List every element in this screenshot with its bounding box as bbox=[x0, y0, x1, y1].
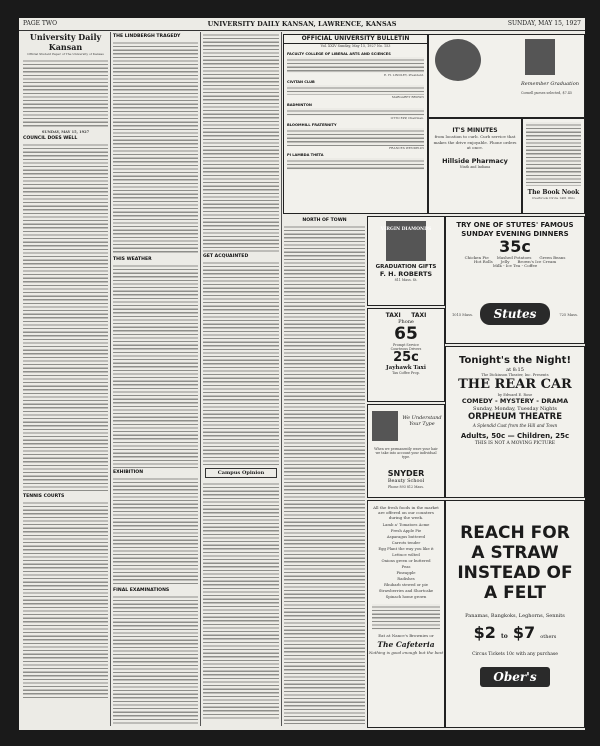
bulletin-text bbox=[287, 57, 424, 73]
ad-roberts-top: VIRGIN DIAMONDS bbox=[380, 227, 432, 232]
menu-item: Rhubarb stewed or pie bbox=[384, 582, 428, 587]
menu-item: Peas bbox=[401, 564, 411, 569]
bulletin-item-badminton: BADMINTON bbox=[287, 102, 312, 107]
ad-roberts bbox=[367, 216, 445, 306]
page-header bbox=[19, 18, 585, 31]
article-north bbox=[284, 224, 365, 724]
article-council bbox=[23, 142, 108, 492]
ad-rearcar-company: The Dickinson Theater, Inc. Presents bbox=[481, 373, 549, 377]
ad-hillside bbox=[428, 118, 522, 214]
article-exams bbox=[113, 594, 198, 724]
ad-rearcar-title: Tonight's the Night! bbox=[458, 355, 572, 366]
ad-taxi bbox=[367, 308, 445, 402]
ad-rearcar-tail: THIS IS NOT A MOVING PICTURE bbox=[474, 441, 556, 447]
menu-item: Strawberries and Shortcake bbox=[378, 588, 434, 593]
bulletin-item-pilambda: PI LAMBDA THETA bbox=[287, 153, 324, 158]
header-date: SUNDAY, MAY 15, 1927 bbox=[507, 20, 581, 27]
ad-cafeteria-name: The Cafeteria bbox=[377, 640, 435, 650]
bulletin-signature: OTTO EPP, Chairman. bbox=[390, 115, 424, 120]
ad-stutes-price: 35c bbox=[499, 237, 531, 256]
headline-exams: FINAL EXAMINATIONS bbox=[113, 588, 170, 593]
staff-list bbox=[23, 58, 108, 128]
ad-obers-price-low: $2 bbox=[473, 623, 496, 642]
ad-obers-price-high: $7 bbox=[512, 623, 536, 642]
bulletin-text bbox=[287, 85, 424, 95]
ad-booknook-text bbox=[526, 122, 581, 186]
column-rule bbox=[281, 32, 282, 726]
ad-hillside-title: IT'S MINUTES bbox=[452, 127, 498, 134]
ad-taxi-price: 25c bbox=[393, 350, 419, 366]
ad-rearcar-dates: Sunday, Monday, Tuesday Nights bbox=[473, 406, 557, 413]
headline-council: COUNCIL DOES WELL bbox=[23, 136, 78, 142]
headline-lindbergh: THE LINDBERGH TRAGEDY bbox=[113, 34, 181, 39]
ad-snyder-sub: Beauty School bbox=[387, 478, 425, 484]
ad-rearcar-by: by Edward E. Rose bbox=[497, 393, 533, 398]
graduate-cap-illustration bbox=[525, 39, 555, 75]
article-lindbergh bbox=[113, 40, 198, 255]
article-opinion bbox=[203, 481, 279, 721]
ad-grad-title: Remember Graduation bbox=[521, 81, 579, 87]
ad-cafeteria-tail: Eat at Nance's Brownies or bbox=[378, 633, 434, 638]
ad-hillside-name: Hillside Pharmacy bbox=[442, 156, 508, 165]
editorial-column-3 bbox=[203, 32, 279, 726]
ad-rearcar-time: at 8:15 bbox=[506, 367, 524, 373]
menu-item: Fresh Apple Pie bbox=[390, 528, 422, 533]
editorial-column-2 bbox=[113, 32, 198, 726]
article-weather bbox=[113, 263, 198, 468]
ad-taxi-note: Prompt Service Courteous Drivers bbox=[390, 343, 422, 352]
column-rule bbox=[110, 32, 111, 726]
ad-hillside-text: from location to curb. Curb service that makes the drive enjoyable. Phone orders at once. bbox=[433, 134, 517, 150]
bulletin-vol: Vol. XXIV Sunday, May 15, 1927 No. 153 bbox=[320, 44, 391, 48]
campus-opinion-box: Campus Opinion bbox=[205, 468, 277, 478]
ad-obers-note: Circus Tickets 10c with any purchase bbox=[472, 652, 558, 657]
headline-tennis: TENNIS COURTS bbox=[23, 494, 65, 500]
paper-title: UNIVERSITY DAILY KANSAN, LAWRENCE, KANSAS bbox=[207, 20, 397, 28]
bulletin-text bbox=[287, 128, 424, 146]
portrait-illustration bbox=[372, 411, 398, 441]
bulletin-item-civitan: CIVITAN CLUB bbox=[287, 80, 315, 85]
ad-roberts-addr: 811 Mass. St. bbox=[394, 278, 418, 282]
ad-snyder-name: SNYDER bbox=[387, 469, 425, 478]
bulletin-signature: MARGARET BROWN bbox=[391, 95, 424, 100]
menu-item: Hot Rolls bbox=[473, 259, 493, 265]
headline-acquainted: GET ACQUAINTED bbox=[203, 254, 249, 259]
ad-roberts-title: GRADUATION GIFTS bbox=[375, 264, 437, 270]
headline-weather: THIS WEATHER bbox=[113, 257, 152, 262]
ad-roberts-name: F. H. ROBERTS bbox=[379, 270, 433, 278]
menu-item: Lamb a' Tomatoes Acme bbox=[382, 522, 430, 527]
issue-date: SUNDAY, MAY 15, 1927 bbox=[41, 130, 90, 135]
bulletin-text bbox=[287, 158, 424, 170]
bulletin-item-faculty: FACULTY COLLEGE OF LIBERAL ARTS AND SCIENCES bbox=[287, 52, 391, 57]
masthead: University Daily Kansan bbox=[29, 32, 102, 52]
ad-rear-car bbox=[445, 346, 585, 498]
menu-item: Carrots tender bbox=[391, 540, 421, 545]
ad-rearcar-play: THE REAR CAR bbox=[458, 377, 572, 393]
candy-illustration bbox=[435, 39, 481, 81]
editorial-column bbox=[23, 32, 108, 726]
ad-hillside-addr: Ninth and Indiana bbox=[459, 164, 491, 169]
menu-item: Lettuce wilted bbox=[392, 552, 420, 557]
menu-item: Radishes bbox=[397, 576, 415, 581]
ad-booknook-title: The Book Nook bbox=[527, 189, 580, 196]
headline-north: NORTH OF TOWN bbox=[302, 218, 347, 223]
ad-cafeteria-intro: All the fresh foods in the market are offered on our counters during the week. bbox=[373, 505, 439, 520]
bulletin-item-bloomhill: BLOOMHILL FRATERNITY bbox=[287, 122, 337, 127]
page-number: PAGE TWO bbox=[23, 20, 57, 27]
bulletin-box bbox=[283, 34, 428, 214]
ad-graduation bbox=[428, 34, 585, 118]
ad-stutes-right: 725 Mass. bbox=[559, 313, 578, 317]
menu-item: Spinach home grown bbox=[385, 594, 427, 599]
ad-taxi-top: TAXI TAXI bbox=[385, 312, 427, 319]
article-exhibition bbox=[113, 476, 198, 586]
ad-booknook-addr: Overbrook Circle 1401 Ohio bbox=[532, 196, 575, 200]
ad-grad-prices: Cornell purses selected, $7.45 bbox=[521, 91, 572, 95]
menu-item: Asparagus buttered bbox=[386, 534, 426, 539]
ad-stutes bbox=[445, 216, 585, 344]
ad-obers-title: REACH FOR A STRAW INSTEAD OF A FELT bbox=[457, 523, 573, 603]
menu-item: Pineapple bbox=[396, 570, 416, 575]
bulletin-title: OFFICIAL UNIVERSITY BULLETIN bbox=[284, 35, 427, 44]
menu-item: Brown's Ice Cream bbox=[517, 259, 557, 265]
ad-booknook bbox=[522, 118, 585, 214]
ad-obers-others: others bbox=[540, 634, 557, 640]
bulletin-signature: FRANCES WENDELIN bbox=[389, 145, 424, 150]
bulletin-continued-column bbox=[284, 216, 365, 726]
headline-exhibition: EXHIBITION bbox=[113, 470, 144, 475]
menu-item: Milk - Ice Tea - Coffee bbox=[492, 263, 538, 269]
menu-item: Onions green or buttered bbox=[381, 558, 431, 563]
bulletin-signature: E. H. LINDLEY, President. bbox=[383, 73, 424, 78]
ad-cafeteria bbox=[367, 500, 445, 728]
ad-snyder-body: When we permanently wave your hair we take into account your individual type. bbox=[374, 447, 438, 460]
menu-item: Chicken Pie bbox=[464, 255, 489, 260]
masthead-sub: Official Student Paper of The University of Kansas bbox=[27, 52, 104, 56]
newspaper-page bbox=[19, 18, 585, 730]
column-rule bbox=[200, 32, 201, 726]
ad-rearcar-theater: ORPHEUM THEATRE bbox=[467, 412, 563, 423]
article-continued bbox=[203, 32, 279, 252]
ad-snyder-phone: Phone 893 812 Mass. bbox=[388, 485, 424, 489]
ad-taxi-phone: 65 bbox=[394, 324, 418, 344]
ad-obers-to: to bbox=[500, 633, 508, 640]
ad-cafeteria-note: Nothing is good enough but the best bbox=[368, 650, 444, 656]
bulletin-text bbox=[287, 108, 424, 116]
ad-snyder-lines: We Understand Your Type bbox=[402, 415, 442, 427]
ad-obers bbox=[445, 500, 585, 728]
ad-rearcar-price: Adults, 50c — Children, 25c bbox=[460, 432, 570, 441]
ad-cafeteria-text bbox=[372, 604, 440, 630]
ad-stutes-left: 1015 Mass. bbox=[452, 313, 473, 317]
ad-stutes-title: TRY ONE OF STUTES' FAMOUS SUNDAY EVENING DINNERS bbox=[456, 221, 574, 238]
menu-item: Green Beans bbox=[539, 255, 566, 260]
ad-taxi-name: Jayhawk Taxi bbox=[386, 365, 426, 372]
article-tennis bbox=[23, 500, 108, 700]
ad-obers-sub: Panamas, Bangkoks, Leghorns, Sennits bbox=[465, 613, 565, 619]
article-acquainted bbox=[203, 260, 279, 465]
ad-taxi-phone-label: Phone bbox=[398, 319, 414, 325]
ad-taxi-addr: Tax Coffee Prop. bbox=[392, 371, 420, 376]
ad-rearcar-note: A Splendid Cast from the Hill and Town bbox=[472, 423, 558, 429]
menu-item: Mashed Potatoes bbox=[496, 255, 532, 260]
obers-logo: Ober's bbox=[480, 667, 550, 687]
menu-item: Egg Plant the way you like it bbox=[378, 546, 434, 551]
ad-rearcar-genre: COMEDY - MYSTERY - DRAMA bbox=[461, 397, 569, 406]
stutes-logo: Stutes bbox=[480, 303, 550, 325]
menu-item: Jelly bbox=[500, 259, 510, 265]
ad-snyder bbox=[367, 404, 445, 498]
